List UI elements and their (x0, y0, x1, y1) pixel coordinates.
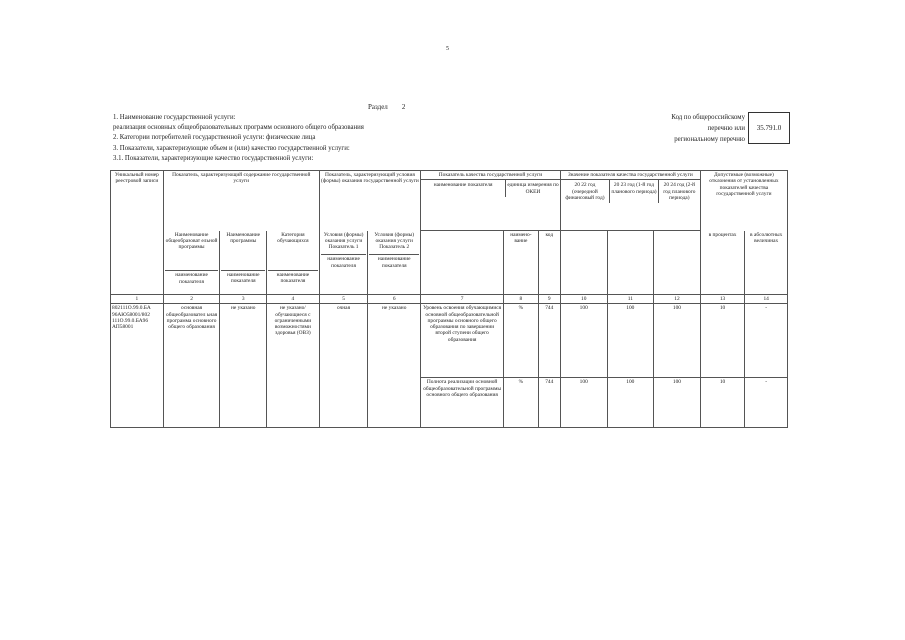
column-number: 1 (111, 295, 164, 304)
col-program (220, 231, 267, 295)
col-unit-name: наимено-вание (504, 231, 538, 295)
col-percent: в процентах (700, 231, 745, 295)
header-values (560, 171, 700, 231)
row-category: не указано/обучающиеся с ограниченными возможностями здоровья (ОВЗ) (267, 304, 320, 428)
indicator-2-unit: % (504, 378, 538, 428)
column-number: 5 (319, 295, 368, 304)
indicator-1-y3: 100 (654, 304, 701, 378)
header-conditions: Показатель, характеризующий условия (формы) оказания государственной услуги (319, 171, 420, 231)
column-number: 12 (654, 295, 701, 304)
section-heading (368, 103, 405, 111)
indicator-1-abs: - (745, 304, 788, 378)
indicator-2-y1: 100 (560, 378, 607, 428)
indicator-1-y2: 100 (607, 304, 654, 378)
column-number: 7 (421, 295, 504, 304)
section-label: Раздел (368, 103, 388, 111)
row-program-name: не указано (220, 304, 267, 428)
col-condition-2-text: Условия (формы) оказания услуги Показатель 2 (374, 231, 415, 251)
indicator-1-unit: % (504, 304, 538, 378)
column-numbers-row (111, 295, 788, 304)
column-number: 9 (538, 295, 560, 304)
col-y1-empty (560, 231, 607, 295)
col-y3-empty (654, 231, 701, 295)
col-sub-6: наименование показателя (369, 254, 419, 269)
code-label-1: Код по общероссийскому (671, 114, 745, 121)
indicator-2-y2: 100 (607, 378, 654, 428)
header-quality-title: Показатель качества государственной услуги (421, 171, 560, 180)
col-y2-empty (607, 231, 654, 295)
indicator-1-name: Уровень освоения обучающимися основной общеобразовательной программы основного общего образования по завершении второй ступени общего образования (421, 304, 504, 378)
indicator-2-code: 744 (538, 378, 560, 428)
column-number: 8 (504, 295, 538, 304)
column-number: 2 (163, 295, 220, 304)
indicator-2-pct: 10 (700, 378, 745, 428)
header-indicator-name: наименование показателя (433, 182, 493, 189)
header-year-1: 20 22 год (очередной финансовый год) (565, 182, 605, 201)
quality-indicators-heading: 3.1. Показатели, характеризующие качество государственной услуги: (113, 155, 314, 162)
header-year-2: 20 23 год (1-й год планового периода) (609, 180, 658, 203)
code-label-2: перечню или (707, 125, 745, 132)
col-sub-5: наименование показателя (321, 254, 367, 269)
indicator-2-abs: - (745, 378, 788, 428)
row-form: очная (319, 304, 368, 428)
indicators-heading: 3. Показатели, характеризующие объем и (или) качество государственной услуги: (113, 145, 350, 152)
quality-table (110, 170, 788, 428)
col-sub-2: наименование показателя (165, 270, 219, 285)
header-deviation: Допустимые (возможные) отклонения от установленных показателей качества государственной услуги (700, 171, 787, 231)
page-number: 5 (446, 46, 449, 52)
indicator-2-name: Полнота реализации основной общеобразовательной программы основного общего образования (421, 378, 504, 428)
column-number: 14 (745, 295, 788, 304)
column-number: 6 (368, 295, 421, 304)
indicator-1-pct: 10 (700, 304, 745, 378)
row-program: основная общеобразовател ьная программа основного общего образования (163, 304, 220, 428)
col-unit-code: код (538, 231, 560, 295)
col-program-text: Наименование программы (226, 231, 261, 244)
section-number: 2 (401, 103, 406, 111)
col-condition-1-text: Условия (формы) оказания услуги Показатель 1 (323, 231, 364, 251)
column-number: 13 (700, 295, 745, 304)
col-category (267, 231, 320, 295)
col-absolute: в абсолютных величинах (745, 231, 788, 295)
col-condition-1 (319, 231, 368, 295)
indicator-2-y3: 100 (654, 378, 701, 428)
service-name-label: 1. Наименование государственной услуги: (113, 114, 236, 121)
indicator-1-code: 744 (538, 304, 560, 378)
header-content: Показатель, характеризующий содержание государственной услуги (163, 171, 319, 231)
consumer-category: 2. Категории потребителей государственной услуги: физические лица (113, 134, 316, 141)
header-unit: единица измерения по ОКЕИ (505, 180, 560, 197)
code-label-3: региональному перечню (674, 136, 745, 143)
column-number: 10 (560, 295, 607, 304)
column-number: 11 (607, 295, 654, 304)
indicator-1-y1: 100 (560, 304, 607, 378)
header-values-title: Значение показателя качества государственной услуги (561, 171, 700, 180)
col-category-text: Категория обучающихся (277, 231, 309, 244)
service-name-value: реализация основных общеобразовательных программ основного общего образования (113, 124, 364, 131)
column-number: 4 (267, 295, 320, 304)
col-indicator-empty (421, 231, 504, 295)
header-year-3: 20 24 год (2-й год планового периода) (658, 180, 700, 203)
code-box: 35.791.0 (748, 112, 790, 144)
col-program-name (163, 231, 220, 295)
column-number: 3 (220, 295, 267, 304)
col-sub-3: наименование показателя (221, 270, 265, 285)
header-quality (421, 171, 561, 231)
row-condition-2: не указано (368, 304, 421, 428)
header-unique-number: Уникальный номер реестровой записи (111, 171, 164, 295)
col-program-name-text: Наименование общеобразоват ельной программы (165, 231, 218, 251)
col-sub-4: наименование показателя (268, 270, 318, 285)
col-condition-2 (368, 231, 421, 295)
row-registry-code: 802111О.99.0.БА 96АЮ58001/802 111О.99.0.БА96 АП58001 (111, 304, 164, 428)
table-row (111, 304, 788, 378)
